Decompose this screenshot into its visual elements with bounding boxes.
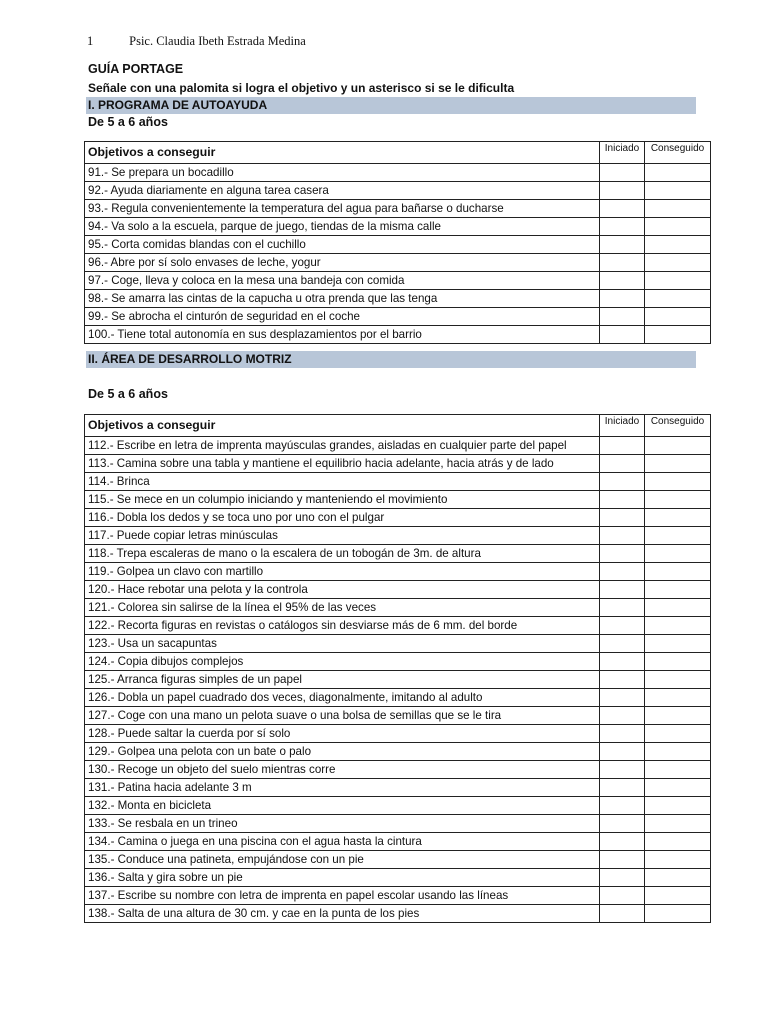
table-row xyxy=(85,599,711,617)
started-checkbox-cell[interactable] xyxy=(600,200,645,218)
table-row xyxy=(85,545,711,563)
achieved-checkbox-cell[interactable] xyxy=(645,200,711,218)
objective-text: 118.- Trepa escaleras de mano o la escalera de un tobogán de 3m. de altura xyxy=(85,545,600,563)
section-age-range: De 5 a 6 años xyxy=(88,387,168,401)
achieved-checkbox-cell[interactable] xyxy=(645,509,711,527)
objective-text: 119.- Golpea un clavo con martillo xyxy=(85,563,600,581)
started-checkbox-cell[interactable] xyxy=(600,797,645,815)
column-header-achieved: Conseguido xyxy=(645,415,711,437)
table-row xyxy=(85,563,711,581)
achieved-checkbox-cell[interactable] xyxy=(645,869,711,887)
achieved-checkbox-cell[interactable] xyxy=(645,182,711,200)
page-header xyxy=(87,34,306,49)
table-row xyxy=(85,164,711,182)
achieved-checkbox-cell[interactable] xyxy=(645,725,711,743)
objective-text: 128.- Puede saltar la cuerda por sí solo xyxy=(85,725,600,743)
started-checkbox-cell[interactable] xyxy=(600,617,645,635)
objective-text: 98.- Se amarra las cintas de la capucha u otra prenda que las tenga xyxy=(85,290,600,308)
section-heading-autoayuda: I. PROGRAMA DE AUTOAYUDA xyxy=(86,97,696,114)
table-row xyxy=(85,200,711,218)
objective-text: 136.- Salta y gira sobre un pie xyxy=(85,869,600,887)
started-checkbox-cell[interactable] xyxy=(600,182,645,200)
objective-text: 133.- Se resbala en un trineo xyxy=(85,815,600,833)
started-checkbox-cell[interactable] xyxy=(600,491,645,509)
started-checkbox-cell[interactable] xyxy=(600,326,645,344)
table-row xyxy=(85,491,711,509)
achieved-checkbox-cell[interactable] xyxy=(645,545,711,563)
objective-text: 117.- Puede copiar letras minúsculas xyxy=(85,527,600,545)
objective-text: 126.- Dobla un papel cuadrado dos veces, diagonalmente, imitando al adulto xyxy=(85,689,600,707)
achieved-checkbox-cell[interactable] xyxy=(645,761,711,779)
started-checkbox-cell[interactable] xyxy=(600,905,645,923)
objective-text: 125.- Arranca figuras simples de un papel xyxy=(85,671,600,689)
objective-text: 113.- Camina sobre una tabla y mantiene el equilibrio hacia adelante, hacia atrás y de lado xyxy=(85,455,600,473)
objective-text: 124.- Copia dibujos complejos xyxy=(85,653,600,671)
started-checkbox-cell[interactable] xyxy=(600,236,645,254)
achieved-checkbox-cell[interactable] xyxy=(645,326,711,344)
table-row xyxy=(85,617,711,635)
objective-text: 138.- Salta de una altura de 30 cm. y cae en la punta de los pies xyxy=(85,905,600,923)
achieved-checkbox-cell[interactable] xyxy=(645,272,711,290)
column-header-started: Iniciado xyxy=(600,142,645,164)
started-checkbox-cell[interactable] xyxy=(600,869,645,887)
achieved-checkbox-cell[interactable] xyxy=(645,779,711,797)
table-row xyxy=(85,236,711,254)
achieved-checkbox-cell[interactable] xyxy=(645,707,711,725)
objective-text: 112.- Escribe en letra de imprenta mayúsculas grandes, aisladas en cualquier parte del papel xyxy=(85,437,600,455)
started-checkbox-cell[interactable] xyxy=(600,308,645,326)
column-header-achieved: Conseguido xyxy=(645,142,711,164)
objective-text: 135.- Conduce una patineta, empujándose con un pie xyxy=(85,851,600,869)
objective-text: 129.- Golpea una pelota con un bate o palo xyxy=(85,743,600,761)
started-checkbox-cell[interactable] xyxy=(600,635,645,653)
objective-text: 122.- Recorta figuras en revistas o catálogos sin desviarse más de 6 mm. del borde xyxy=(85,617,600,635)
column-header-started: Iniciado xyxy=(600,415,645,437)
started-checkbox-cell[interactable] xyxy=(600,707,645,725)
objective-text: 99.- Se abrocha el cinturón de seguridad en el coche xyxy=(85,308,600,326)
table-row xyxy=(85,833,711,851)
table-row xyxy=(85,671,711,689)
achieved-checkbox-cell[interactable] xyxy=(645,815,711,833)
objective-text: 137.- Escribe su nombre con letra de imprenta en papel escolar usando las líneas xyxy=(85,887,600,905)
table-row xyxy=(85,869,711,887)
started-checkbox-cell[interactable] xyxy=(600,473,645,491)
achieved-checkbox-cell[interactable] xyxy=(645,653,711,671)
table-row xyxy=(85,581,711,599)
table-row xyxy=(85,689,711,707)
objective-text: 100.- Tiene total autonomía en sus desplazamientos por el barrio xyxy=(85,326,600,344)
achieved-checkbox-cell[interactable] xyxy=(645,581,711,599)
objective-text: 134.- Camina o juega en una piscina con el agua hasta la cintura xyxy=(85,833,600,851)
started-checkbox-cell[interactable] xyxy=(600,887,645,905)
achieved-checkbox-cell[interactable] xyxy=(645,671,711,689)
started-checkbox-cell[interactable] xyxy=(600,761,645,779)
achieved-checkbox-cell[interactable] xyxy=(645,164,711,182)
table-row xyxy=(85,326,711,344)
objective-text: 132.- Monta en bicicleta xyxy=(85,797,600,815)
instruction-text: Señale con una palomita si logra el objetivo y un asterisco si se le dificulta xyxy=(88,81,515,95)
started-checkbox-cell[interactable] xyxy=(600,272,645,290)
objective-text: 131.- Patina hacia adelante 3 m xyxy=(85,779,600,797)
page-number: 1 xyxy=(87,34,94,48)
column-header-objectives: Objetivos a conseguir xyxy=(85,415,600,437)
table-row xyxy=(85,725,711,743)
started-checkbox-cell[interactable] xyxy=(600,290,645,308)
document-title: GUÍA PORTAGE xyxy=(88,62,184,76)
table-row xyxy=(85,851,711,869)
table-row xyxy=(85,779,711,797)
table-row xyxy=(85,290,711,308)
objective-text: 123.- Usa un sacapuntas xyxy=(85,635,600,653)
achieved-checkbox-cell[interactable] xyxy=(645,905,711,923)
achieved-checkbox-cell[interactable] xyxy=(645,254,711,272)
objective-text: 92.- Ayuda diariamente en alguna tarea casera xyxy=(85,182,600,200)
started-checkbox-cell[interactable] xyxy=(600,545,645,563)
table-row xyxy=(85,473,711,491)
column-header-objectives: Objetivos a conseguir xyxy=(85,142,600,164)
started-checkbox-cell[interactable] xyxy=(600,581,645,599)
started-checkbox-cell[interactable] xyxy=(600,218,645,236)
table-row xyxy=(85,272,711,290)
goals-table-motriz xyxy=(84,414,711,923)
table-row xyxy=(85,218,711,236)
achieved-checkbox-cell[interactable] xyxy=(645,563,711,581)
objective-text: 116.- Dobla los dedos y se toca uno por uno con el pulgar xyxy=(85,509,600,527)
objective-text: 96.- Abre por sí solo envases de leche, yogur xyxy=(85,254,600,272)
achieved-checkbox-cell[interactable] xyxy=(645,473,711,491)
objective-text: 94.- Va solo a la escuela, parque de juego, tiendas de la misma calle xyxy=(85,218,600,236)
achieved-checkbox-cell[interactable] xyxy=(645,527,711,545)
achieved-checkbox-cell[interactable] xyxy=(645,833,711,851)
objective-text: 115.- Se mece en un columpio iniciando y manteniendo el movimiento xyxy=(85,491,600,509)
objective-text: 93.- Regula convenientemente la temperatura del agua para bañarse o ducharse xyxy=(85,200,600,218)
objective-text: 114.- Brinca xyxy=(85,473,600,491)
achieved-checkbox-cell[interactable] xyxy=(645,599,711,617)
table-row xyxy=(85,308,711,326)
achieved-checkbox-cell[interactable] xyxy=(645,491,711,509)
table-row xyxy=(85,653,711,671)
started-checkbox-cell[interactable] xyxy=(600,851,645,869)
table-row xyxy=(85,797,711,815)
table-row xyxy=(85,437,711,455)
started-checkbox-cell[interactable] xyxy=(600,563,645,581)
started-checkbox-cell[interactable] xyxy=(600,815,645,833)
objective-text: 95.- Corta comidas blandas con el cuchillo xyxy=(85,236,600,254)
started-checkbox-cell[interactable] xyxy=(600,437,645,455)
started-checkbox-cell[interactable] xyxy=(600,779,645,797)
table-row xyxy=(85,254,711,272)
table-row xyxy=(85,509,711,527)
started-checkbox-cell[interactable] xyxy=(600,527,645,545)
table-row xyxy=(85,905,711,923)
started-checkbox-cell[interactable] xyxy=(600,653,645,671)
table-row xyxy=(85,743,711,761)
objective-text: 127.- Coge con una mano un pelota suave o una bolsa de semillas que se le tira xyxy=(85,707,600,725)
table-row xyxy=(85,707,711,725)
objective-text: 120.- Hace rebotar una pelota y la controla xyxy=(85,581,600,599)
table-row xyxy=(85,182,711,200)
achieved-checkbox-cell[interactable] xyxy=(645,437,711,455)
table-row xyxy=(85,815,711,833)
table-row xyxy=(85,635,711,653)
table-row xyxy=(85,761,711,779)
section-age-range: De 5 a 6 años xyxy=(88,115,168,129)
section-heading-motriz: II. ÁREA DE DESARROLLO MOTRIZ xyxy=(86,351,696,368)
goals-table-autoayuda xyxy=(84,141,711,344)
achieved-checkbox-cell[interactable] xyxy=(645,635,711,653)
started-checkbox-cell[interactable] xyxy=(600,164,645,182)
achieved-checkbox-cell[interactable] xyxy=(645,743,711,761)
table-row xyxy=(85,527,711,545)
achieved-checkbox-cell[interactable] xyxy=(645,218,711,236)
achieved-checkbox-cell[interactable] xyxy=(645,455,711,473)
started-checkbox-cell[interactable] xyxy=(600,725,645,743)
achieved-checkbox-cell[interactable] xyxy=(645,887,711,905)
achieved-checkbox-cell[interactable] xyxy=(645,236,711,254)
objective-text: 97.- Coge, lleva y coloca en la mesa una bandeja con comida xyxy=(85,272,600,290)
started-checkbox-cell[interactable] xyxy=(600,833,645,851)
achieved-checkbox-cell[interactable] xyxy=(645,308,711,326)
started-checkbox-cell[interactable] xyxy=(600,671,645,689)
objective-text: 121.- Colorea sin salirse de la línea el 95% de las veces xyxy=(85,599,600,617)
achieved-checkbox-cell[interactable] xyxy=(645,689,711,707)
achieved-checkbox-cell[interactable] xyxy=(645,797,711,815)
achieved-checkbox-cell[interactable] xyxy=(645,290,711,308)
started-checkbox-cell[interactable] xyxy=(600,599,645,617)
author-name: Psic. Claudia Ibeth Estrada Medina xyxy=(129,34,306,48)
achieved-checkbox-cell[interactable] xyxy=(645,617,711,635)
table-row xyxy=(85,455,711,473)
objective-text: 130.- Recoge un objeto del suelo mientras corre xyxy=(85,761,600,779)
started-checkbox-cell[interactable] xyxy=(600,743,645,761)
objective-text: 91.- Se prepara un bocadillo xyxy=(85,164,600,182)
started-checkbox-cell[interactable] xyxy=(600,254,645,272)
started-checkbox-cell[interactable] xyxy=(600,689,645,707)
achieved-checkbox-cell[interactable] xyxy=(645,851,711,869)
started-checkbox-cell[interactable] xyxy=(600,455,645,473)
started-checkbox-cell[interactable] xyxy=(600,509,645,527)
table-row xyxy=(85,887,711,905)
